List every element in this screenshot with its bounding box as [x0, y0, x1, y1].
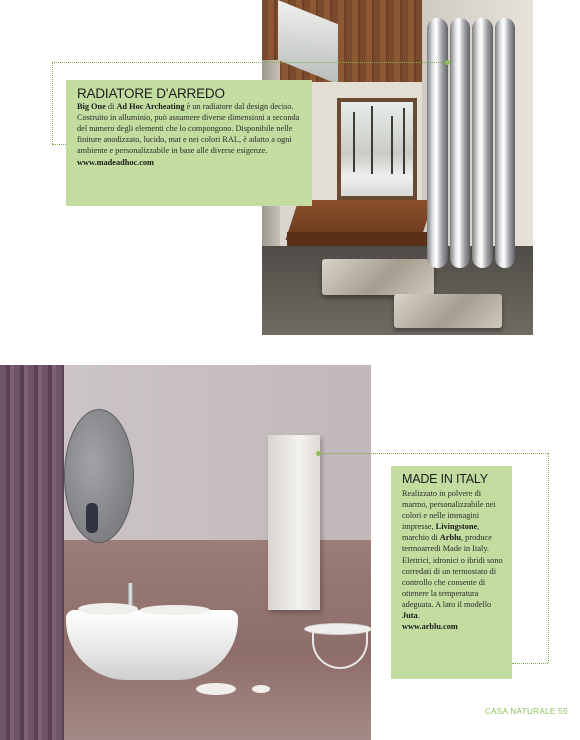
model-name: Juta: [402, 611, 418, 621]
product-box-top: [66, 80, 312, 206]
article-body: è un radiatore dal design deciso. Costruito in alluminio, può assumere diverse dimensioni a seconda del numero degli elementi che lo compongono. Disponibile nelle finiture anodizzato, lucido, mat e nei colori RAL, è adatto a ogni ambiente e personalizzabile in base alle diverse esigenze.: [77, 102, 300, 155]
article-paragraph: [77, 102, 302, 157]
magazine-name: CASA NATURALE: [484, 707, 556, 716]
stone-block: [322, 259, 434, 295]
wall-object: [86, 503, 98, 533]
dotted-leader-line: [512, 663, 548, 664]
dotted-leader-line: [52, 62, 53, 144]
bathroom-photo: [0, 365, 371, 740]
section-heading: RADIATORE D'ARREDO: [77, 86, 225, 101]
platform-edge: [287, 232, 429, 246]
article-paragraph: [402, 488, 506, 621]
dotted-leader-line: [318, 453, 548, 454]
article-text: , produce termoarredi Made in Italy. Elettrici, idronici o ibridi sono corredati di un termostato di controllo che consente di ottenere la temperatura adeguata. A lato il modello: [402, 533, 503, 609]
website-link[interactable]: www.madeadhoc.com: [77, 157, 154, 167]
article-text: Realizzato in polvere di marmo, personalizzabile nei colori e nelle immagini impresse,: [402, 489, 496, 532]
connector-word: di: [107, 102, 115, 111]
brand-name: Arblu: [439, 533, 462, 543]
article-text: , marchio di: [402, 522, 480, 543]
dotted-leader-line: [548, 453, 549, 663]
article-text: .: [417, 611, 420, 621]
round-mirror: [64, 409, 134, 543]
curtain: [0, 365, 64, 740]
foam: [78, 603, 138, 615]
section-heading: MADE IN ITALY: [402, 472, 488, 486]
leader-dot: [445, 60, 450, 65]
foam: [140, 605, 210, 615]
dotted-leader-line: [52, 62, 447, 63]
product-name: Big One: [77, 102, 106, 111]
page-footer: [458, 707, 568, 716]
leader-dot: [316, 451, 321, 456]
product-box-bottom: [391, 466, 512, 679]
window-view: [337, 98, 417, 200]
website-link[interactable]: www.arblu.com: [402, 622, 458, 632]
panel-radiator: [268, 435, 320, 610]
product-name: Livingstone: [435, 522, 478, 532]
chrome-radiator: [427, 18, 515, 268]
page-number: 55: [558, 707, 568, 716]
stone-block: [394, 294, 502, 328]
dotted-leader-line: [52, 144, 66, 145]
foam: [196, 683, 236, 695]
foam: [252, 685, 270, 693]
brand-name: Ad Hoc Archeating: [116, 102, 185, 111]
